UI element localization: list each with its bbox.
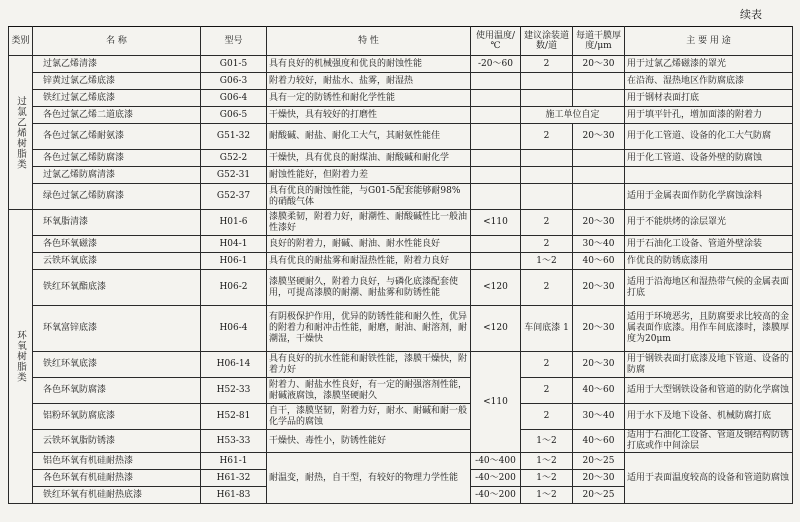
continued-label: 续表 — [740, 8, 762, 21]
feature-cell: 具有优良的耐蚀性能，与G01-5配套能够耐98%的硝酸气体 — [267, 184, 471, 210]
header-use: 主 要 用 途 — [625, 27, 793, 56]
table-row — [9, 167, 793, 184]
use-cell: 用于钢铁表面打底漆及地下管道、设备的防腐 — [625, 352, 793, 378]
name-cell: 过氯乙烯防腐清漆 — [33, 167, 201, 184]
thickness-cell: 20～30 — [573, 306, 625, 352]
feature-cell: 具有优良的耐盐雾和耐湿热性能，附着力良好 — [267, 253, 471, 270]
table-row — [9, 378, 793, 404]
coats-cell: 2 — [521, 56, 573, 73]
feature-cell: 漆膜坚硬耐久，附着力良好，与磷化底漆配套使用，可提高漆膜的耐潮、耐盐雾和防锈性能 — [267, 270, 471, 306]
coating-table — [8, 26, 793, 504]
model-cell: H61-32 — [201, 470, 267, 487]
name-cell: 各色过氯乙烯防腐漆 — [33, 150, 201, 167]
name-cell: 铁红环氧有机硅耐热底漆 — [33, 487, 201, 504]
thickness-cell — [573, 90, 625, 107]
feature-cell: 耐蚀性能好，但附着力差 — [267, 167, 471, 184]
feature-cell: 附着力、耐盐水性良好，有一定的耐强溶剂性能，耐碱液腐蚀，漆膜坚硬耐久 — [267, 378, 471, 404]
model-cell: H06-1 — [201, 253, 267, 270]
coats-cell: 2 — [521, 378, 573, 404]
coats-cell: 1～2 — [521, 430, 573, 453]
table-row — [9, 430, 793, 453]
thickness-cell: 40～60 — [573, 430, 625, 453]
name-cell: 过氯乙烯清漆 — [33, 56, 201, 73]
header-row — [9, 27, 793, 56]
feature-cell: 漆膜柔韧，附着力好，耐潮性、耐酸碱性比一般油性漆好 — [267, 210, 471, 236]
name-cell: 铁红环氧酯底漆 — [33, 270, 201, 306]
table-row — [9, 236, 793, 253]
table-row — [9, 124, 793, 150]
model-cell: H61-1 — [201, 453, 267, 470]
thickness-cell — [573, 167, 625, 184]
table-row — [9, 56, 793, 73]
coats-cell: 2 — [521, 270, 573, 306]
coats-cell: 2 — [521, 352, 573, 378]
header-name: 名 称 — [33, 27, 201, 56]
table-row — [9, 270, 793, 306]
feature-cell: 耐酸碱、耐盐、耐化工大气，其耐氨性能佳 — [267, 124, 471, 150]
coats-cell: 2 — [521, 236, 573, 253]
table-row — [9, 210, 793, 236]
name-cell: 铁红过氯乙烯底漆 — [33, 90, 201, 107]
temp-cell: <120 — [471, 306, 521, 352]
use-cell: 在沿海、湿热地区作防腐底漆 — [625, 73, 793, 90]
coats-cell: 施工单位自定 — [521, 107, 625, 124]
thickness-cell: 20～30 — [573, 56, 625, 73]
model-cell: H53-33 — [201, 430, 267, 453]
coats-cell: 2 — [521, 210, 573, 236]
model-cell: H06-4 — [201, 306, 267, 352]
temp-cell — [471, 236, 521, 253]
feature-cell: 干燥快，具有优良的耐煤油、耐酸碱和耐化学 — [267, 150, 471, 167]
name-cell: 各色过氯乙烯耐氨漆 — [33, 124, 201, 150]
temp-cell — [471, 253, 521, 270]
temp-cell — [471, 150, 521, 167]
temp-cell: <110 — [471, 352, 521, 453]
thickness-cell: 20～30 — [573, 210, 625, 236]
use-cell: 适用于大型钢铁设备和管道的防化学腐蚀 — [625, 378, 793, 404]
name-cell: 环氧脂清漆 — [33, 210, 201, 236]
use-cell: 适用于环境恶劣，且防腐要求比较高的金属表面作底漆。用作车间底漆时，漆膜厚度为20μm — [625, 306, 793, 352]
temp-cell: -20～60 — [471, 56, 521, 73]
temp-cell: <120 — [471, 270, 521, 306]
name-cell: 锌黄过氯乙烯底漆 — [33, 73, 201, 90]
coats-cell: 1～2 — [521, 453, 573, 470]
thickness-cell: 20～30 — [573, 470, 625, 487]
coats-cell — [521, 150, 573, 167]
coats-cell — [521, 184, 573, 210]
name-cell: 各色过氯乙烯二道底漆 — [33, 107, 201, 124]
model-cell: H52-33 — [201, 378, 267, 404]
name-cell: 云铁环氧底漆 — [33, 253, 201, 270]
model-cell: H01-6 — [201, 210, 267, 236]
table-row — [9, 150, 793, 167]
feature-cell: 具有良好的抗水性能和耐铁性能，漆膜干燥快，附着力好 — [267, 352, 471, 378]
temp-cell — [471, 107, 521, 124]
feature-cell: 具有良好的机械强度和优良的耐蚀性能 — [267, 56, 471, 73]
coats-cell — [521, 90, 573, 107]
temp-cell — [471, 73, 521, 90]
use-cell: 用于过氯乙烯磁漆的罩光 — [625, 56, 793, 73]
header-category: 类别 — [9, 27, 33, 56]
feature-cell: 良好的附着力，耐碱、耐油、耐水性能良好 — [267, 236, 471, 253]
coats-cell: 1～2 — [521, 253, 573, 270]
coats-cell: 1～2 — [521, 487, 573, 504]
name-cell: 各色环氧磁漆 — [33, 236, 201, 253]
feature-cell: 有阴极保护作用，优异的防锈性能和耐久性，优异的附着力和耐冲击性能，耐磨，耐油、耐溶剂，耐潮湿，干燥快 — [267, 306, 471, 352]
temp-cell — [471, 124, 521, 150]
thickness-cell — [573, 73, 625, 90]
feature-cell: 附着力较好，耐盐水、盐雾，耐湿热 — [267, 73, 471, 90]
table-row — [9, 73, 793, 90]
model-cell: G52-2 — [201, 150, 267, 167]
table-row — [9, 90, 793, 107]
model-cell: G51-32 — [201, 124, 267, 150]
coats-cell — [521, 73, 573, 90]
model-cell: G06-3 — [201, 73, 267, 90]
use-cell: 适用于石油化工设备、管道及钢结构防锈打底或作中间涂层 — [625, 430, 793, 453]
feature-cell: 耐温变，耐热，自干型，有较好的物理力学性能 — [267, 453, 471, 504]
thickness-cell: 20～25 — [573, 453, 625, 470]
header-temperature: 使用温度/℃ — [471, 27, 521, 56]
name-cell: 铝粉环氧防腐底漆 — [33, 404, 201, 430]
use-cell: 用于化工管道、设备外壁的防腐蚀 — [625, 150, 793, 167]
use-cell: 用于化工管道、设备的化工大气防腐 — [625, 124, 793, 150]
model-cell: H04-1 — [201, 236, 267, 253]
category-epoxy: 环氧树脂类 — [9, 210, 33, 504]
feature-cell: 干燥快、毒性小，防锈性能好 — [267, 430, 471, 453]
table-row — [9, 352, 793, 378]
model-cell: H52-81 — [201, 404, 267, 430]
temp-cell: -40～200 — [471, 470, 521, 487]
temp-cell: -40～200 — [471, 487, 521, 504]
thickness-cell: 20～30 — [573, 352, 625, 378]
model-cell: H06-14 — [201, 352, 267, 378]
name-cell: 铁红环氧底漆 — [33, 352, 201, 378]
table-row — [9, 306, 793, 352]
model-cell: G52-31 — [201, 167, 267, 184]
model-cell: G06-4 — [201, 90, 267, 107]
name-cell: 铝色环氧有机硅耐热漆 — [33, 453, 201, 470]
model-cell: G52-37 — [201, 184, 267, 210]
table-row — [9, 453, 793, 470]
use-cell — [625, 167, 793, 184]
use-cell: 用于石油化工设备、管道外壁涂装 — [625, 236, 793, 253]
temp-cell — [471, 90, 521, 107]
thickness-cell — [573, 184, 625, 210]
table-row — [9, 184, 793, 210]
thickness-cell: 40～60 — [573, 378, 625, 404]
use-cell: 适用于表面温度较高的设备和管道防腐蚀 — [625, 453, 793, 504]
feature-cell: 自干，漆膜坚韧，附着力好，耐水、耐碱和耐一般化学品的腐蚀 — [267, 404, 471, 430]
temp-cell — [471, 184, 521, 210]
name-cell: 各色环氧防腐漆 — [33, 378, 201, 404]
coats-cell: 2 — [521, 404, 573, 430]
coats-cell: 1～2 — [521, 470, 573, 487]
feature-cell: 具有一定的防锈性和耐化学性能 — [267, 90, 471, 107]
model-cell: G06-5 — [201, 107, 267, 124]
table-row — [9, 253, 793, 270]
header-model: 型号 — [201, 27, 267, 56]
thickness-cell: 40～60 — [573, 253, 625, 270]
use-cell: 作优良的防锈底漆用 — [625, 253, 793, 270]
name-cell: 环氧富锌底漆 — [33, 306, 201, 352]
table-row — [9, 107, 793, 124]
model-cell: H61-83 — [201, 487, 267, 504]
use-cell: 适用于金属表面作防化学腐蚀涂料 — [625, 184, 793, 210]
use-cell: 用于水下及地下设备、机械防腐打底 — [625, 404, 793, 430]
model-cell: H06-2 — [201, 270, 267, 306]
thickness-cell: 30～40 — [573, 236, 625, 253]
coats-cell: 车间底漆 1 — [521, 306, 573, 352]
header-feature: 特 性 — [267, 27, 471, 56]
feature-cell: 干燥快，具有较好的打磨性 — [267, 107, 471, 124]
name-cell: 绿色过氯乙烯防腐漆 — [33, 184, 201, 210]
header-thickness: 每道干膜厚度/μm — [573, 27, 625, 56]
thickness-cell: 30～40 — [573, 404, 625, 430]
temp-cell: -40～400 — [471, 453, 521, 470]
thickness-cell — [573, 150, 625, 167]
temp-cell — [471, 167, 521, 184]
temp-cell: <110 — [471, 210, 521, 236]
name-cell: 云铁环氧脂防锈漆 — [33, 430, 201, 453]
header-coats: 建议涂装道数/道 — [521, 27, 573, 56]
coats-cell — [521, 167, 573, 184]
thickness-cell: 20～30 — [573, 270, 625, 306]
model-cell: G01-5 — [201, 56, 267, 73]
thickness-cell: 20～25 — [573, 487, 625, 504]
use-cell: 用于填平针孔，增加面漆的附着力 — [625, 107, 793, 124]
category-pvc: 过氯乙烯树脂类 — [9, 56, 33, 210]
use-cell: 适用于沿海地区和湿热带气候的金属表面打底 — [625, 270, 793, 306]
table-row — [9, 404, 793, 430]
use-cell: 用于钢材表面打底 — [625, 90, 793, 107]
use-cell: 用于不能烘烤的涂层罩光 — [625, 210, 793, 236]
name-cell: 各色环氧有机硅耐热漆 — [33, 470, 201, 487]
coats-cell: 2 — [521, 124, 573, 150]
thickness-cell: 20～30 — [573, 124, 625, 150]
